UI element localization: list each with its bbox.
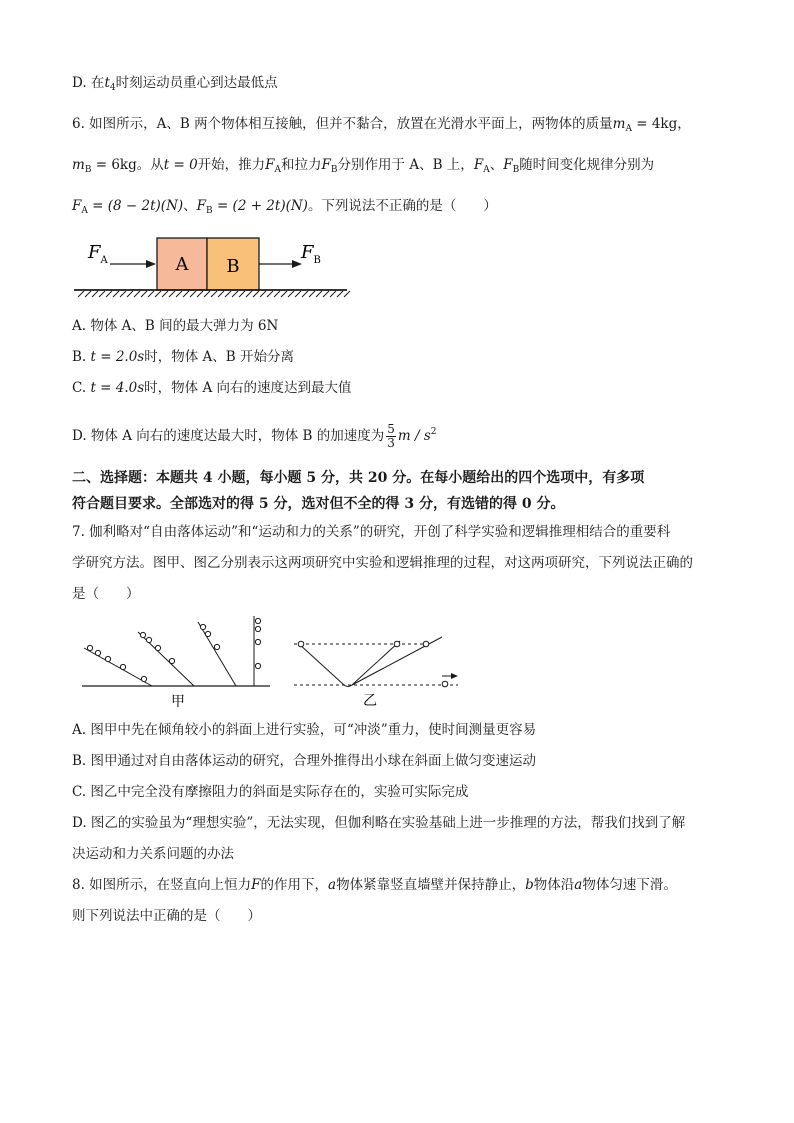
hatch-mark bbox=[323, 291, 329, 297]
ball bbox=[155, 645, 160, 650]
q6-option-d bbox=[72, 417, 437, 451]
force-sub: A bbox=[81, 206, 88, 216]
hatch-mark bbox=[99, 291, 105, 297]
hatch-mark bbox=[239, 291, 245, 297]
hatch-mark bbox=[169, 291, 175, 297]
q6-option-c bbox=[72, 378, 352, 398]
text: 物体紧靠竖直墙壁并保持静止， bbox=[336, 877, 526, 893]
hatch-mark bbox=[274, 291, 280, 297]
force-symbol: F bbox=[473, 157, 484, 173]
q5-option-d bbox=[72, 73, 278, 98]
label-fa: $F_A$ bbox=[88, 242, 108, 266]
text: 的作用下， bbox=[260, 877, 329, 893]
figure-jia-label: 甲 bbox=[171, 694, 185, 708]
q8-stem-line1 bbox=[72, 875, 677, 895]
figure-jia bbox=[78, 612, 278, 708]
option-b-prefix: B. bbox=[72, 349, 91, 365]
block-a-label: A bbox=[175, 254, 189, 275]
ball bbox=[214, 644, 219, 649]
option-d-prefix: D. 在 bbox=[72, 75, 105, 91]
text: 物体匀速下滑。 bbox=[582, 877, 677, 893]
ball bbox=[205, 631, 210, 636]
q8-stem-line2: 则下列说法中正确的是（ ） bbox=[72, 908, 261, 924]
block-b-label: B bbox=[226, 256, 240, 277]
hatch-mark bbox=[232, 291, 238, 297]
object-a-symbol: a bbox=[574, 877, 583, 893]
q7-option-c: C. 图乙中完全没有摩擦阻力的斜面是实际存在的，实验可实际完成 bbox=[72, 784, 469, 800]
hatch-mark bbox=[85, 291, 91, 297]
text: 8. 如图所示，在竖直向上恒力 bbox=[72, 877, 252, 893]
hatch-mark bbox=[127, 291, 133, 297]
q6-text: 6. 如图所示，A、B 两个物体相互接触，但并不黏合，放置在光滑水平面上，两物体的质量 bbox=[72, 116, 613, 132]
hatch-mark bbox=[281, 291, 287, 297]
var-t: t bbox=[104, 75, 110, 91]
hatch-mark bbox=[106, 291, 112, 297]
object-b-symbol: b bbox=[525, 877, 534, 893]
hatch-mark bbox=[302, 291, 308, 297]
ball bbox=[298, 641, 304, 647]
ball bbox=[87, 645, 92, 650]
hatch-mark bbox=[155, 291, 161, 297]
q7-option-a: A. 图甲中先在倾角较小的斜面上进行实验，可“冲淡”重力，使时间测量更容易 bbox=[72, 722, 537, 738]
ball bbox=[141, 676, 146, 681]
hatch-mark bbox=[267, 291, 273, 297]
q7-option-b: B. 图甲通过对自由落体运动的研究，合理外推得出小球在斜面上做匀变速运动 bbox=[72, 753, 537, 769]
force-sub: A bbox=[274, 165, 282, 175]
force-sub: A bbox=[483, 165, 490, 175]
figure-yi-label: 乙 bbox=[363, 693, 377, 708]
unit: m / s bbox=[397, 428, 431, 444]
ball bbox=[200, 624, 205, 629]
fraction bbox=[386, 423, 396, 450]
hatch-mark bbox=[183, 291, 189, 297]
force-sub: B bbox=[206, 206, 213, 216]
incline-3 bbox=[198, 622, 236, 686]
ball bbox=[120, 664, 125, 669]
hatch-mark bbox=[260, 291, 266, 297]
time-zero: t = 0 bbox=[163, 157, 198, 173]
label-fb: $F_B$ bbox=[301, 242, 321, 266]
hatch-mark bbox=[120, 291, 126, 297]
force-equation: = (2 + 2t)(N) bbox=[212, 198, 308, 214]
hatch-mark bbox=[134, 291, 140, 297]
text: 。下列说法不正确的是（ ） bbox=[307, 198, 497, 214]
force-symbol: F bbox=[72, 198, 82, 214]
ball bbox=[394, 641, 400, 647]
hatch-mark bbox=[344, 291, 350, 297]
hatch-mark bbox=[316, 291, 322, 297]
fraction-denominator: 3 bbox=[387, 436, 395, 450]
q7-stem-line1: 7. 伽利略对“自由落体运动”和“运动和力的关系”的研究，开创了科学实验和逻辑推理相结合的重要科 bbox=[72, 524, 671, 540]
q6-option-b bbox=[72, 347, 294, 367]
q7-stem-line2: 学研究方法。图甲、图乙分别表示这两项研究中实验和逻辑推理的过程，对这两项研究，下列说法正确的 bbox=[72, 555, 693, 571]
hatch-mark bbox=[197, 291, 203, 297]
option-d-text: 时刻运动员重心到达最低点 bbox=[115, 75, 278, 91]
text: 、 bbox=[183, 198, 197, 214]
hatch-mark bbox=[288, 291, 294, 297]
figure-yi bbox=[286, 632, 466, 708]
hatch-mark bbox=[162, 291, 168, 297]
time-value: t = 4.0s bbox=[90, 380, 145, 396]
force-sub: B bbox=[330, 165, 338, 175]
hatch-mark bbox=[148, 291, 154, 297]
section2-header-line1: 二、选择题：本题共 4 小题，每小题 5 分，共 20 分。在每小题给出的四个选项中，有多项 bbox=[72, 470, 645, 486]
option-c-text: 时，物体 A 向右的速度达到最大值 bbox=[144, 380, 352, 396]
motion-arrow-head bbox=[451, 673, 458, 679]
arrow-fa-head bbox=[146, 260, 156, 268]
ground-hatch bbox=[78, 291, 350, 297]
ball bbox=[255, 618, 260, 623]
force-symbol: F bbox=[321, 157, 331, 173]
mass-sub: B bbox=[84, 165, 92, 175]
ball bbox=[255, 626, 260, 631]
hatch-mark bbox=[113, 291, 119, 297]
q6-stem-line1 bbox=[72, 114, 691, 139]
force-symbol: F bbox=[251, 877, 261, 893]
hatch-mark bbox=[204, 291, 210, 297]
q7-option-d-line2: 决运动和力关系问题的办法 bbox=[72, 846, 234, 862]
q6-option-a: A. 物体 A、B 间的最大弹力为 6N bbox=[72, 318, 279, 334]
ball bbox=[255, 639, 260, 644]
option-c-prefix: C. bbox=[72, 380, 91, 396]
ball bbox=[95, 650, 100, 655]
sub-4: 4 bbox=[109, 83, 116, 93]
force-symbol: F bbox=[503, 157, 513, 173]
ball bbox=[442, 681, 448, 687]
hatch-mark bbox=[218, 291, 224, 297]
unit-exponent: 2 bbox=[430, 427, 437, 437]
ball bbox=[146, 637, 151, 642]
q7-option-d-line1: D. 图乙的实验虽为“理想实验”，无法实现，但伽利略在实验基础上进一步推理的方法，帮我们找到了解 bbox=[72, 815, 686, 831]
hatch-mark bbox=[190, 291, 196, 297]
hatch-mark bbox=[309, 291, 315, 297]
left-incline bbox=[298, 643, 344, 685]
mass-value: = 6kg bbox=[91, 157, 137, 173]
force-symbol: F bbox=[196, 198, 207, 214]
hatch-mark bbox=[78, 291, 84, 297]
text: 分别作用于 A、B 上， bbox=[337, 157, 474, 173]
q6-stem-line3 bbox=[72, 196, 497, 221]
ball bbox=[140, 632, 145, 637]
hatch-mark bbox=[295, 291, 301, 297]
text: 、 bbox=[489, 157, 504, 173]
hatch-mark bbox=[211, 291, 217, 297]
q7-stem-line3: 是（ ） bbox=[72, 586, 140, 602]
object-a-symbol: a bbox=[328, 877, 337, 893]
mass-sub: A bbox=[625, 124, 632, 134]
hatch-mark bbox=[176, 291, 182, 297]
hatch-mark bbox=[141, 291, 147, 297]
option-b-text: 时，物体 A、B 开始分离 bbox=[144, 349, 294, 365]
mass-symbol: m bbox=[612, 116, 626, 132]
text: 物体沿 bbox=[533, 877, 575, 893]
ball bbox=[423, 641, 429, 647]
hatch-mark bbox=[246, 291, 252, 297]
time-value: t = 2.0s bbox=[90, 349, 145, 365]
force-equation: = (8 − 2t)(N) bbox=[87, 198, 184, 214]
text: 开始，推力 bbox=[197, 157, 266, 173]
mass-symbol: m bbox=[72, 157, 85, 173]
hatch-mark bbox=[225, 291, 231, 297]
ball bbox=[255, 663, 260, 668]
text: 。从 bbox=[136, 157, 164, 173]
hatch-mark bbox=[253, 291, 259, 297]
hatch-mark bbox=[330, 291, 336, 297]
hatch-mark bbox=[92, 291, 98, 297]
fraction-numerator: 5 bbox=[387, 422, 395, 436]
hatch-mark bbox=[337, 291, 343, 297]
ball bbox=[169, 658, 174, 663]
text: 随时间变化规律分别为 bbox=[519, 157, 655, 173]
mass-value: = 4kg， bbox=[631, 116, 691, 132]
q6-stem-line2 bbox=[72, 155, 654, 180]
force-symbol: F bbox=[265, 157, 275, 173]
text: 和拉力 bbox=[281, 157, 322, 173]
section2-header-line2: 符合题目要求。全部选对的得 5 分，选对但不全的得 3 分，有选错的得 0 分。 bbox=[72, 496, 565, 512]
ball bbox=[105, 656, 110, 661]
force-sub: B bbox=[512, 165, 520, 175]
option-d-text: D. 物体 A 向右的速度达最大时，物体 B 的加速度为 bbox=[72, 428, 385, 444]
q6-figure bbox=[72, 232, 352, 302]
